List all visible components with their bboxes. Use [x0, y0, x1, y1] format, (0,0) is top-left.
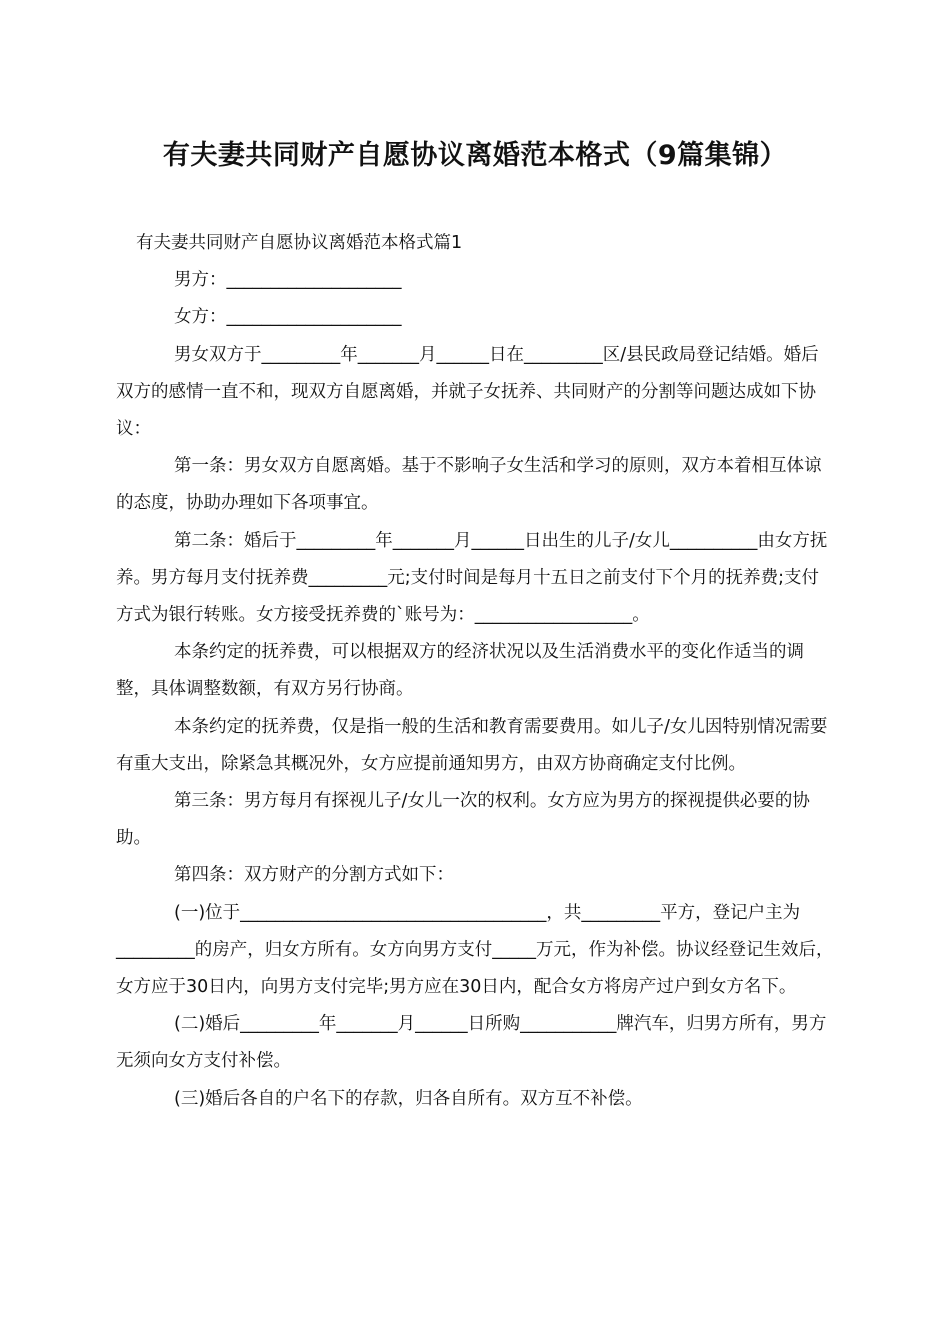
paragraph-article-1: 第一条：男女双方自愿离婚。基于不影响子女生活和学习的原则，双方本着相互体谅的态度，协助办理如下各项事宜。: [116, 456, 822, 514]
female-party-line: 女方：____________________: [174, 307, 402, 328]
paragraph-intro: 男女双方于_________年_______月______日在_________区/县民政局登记结婚。婚后双方的感情一直不和，现双方自愿离婚，并就子女抚养、共同财产的分割等问题达成如下协议：: [116, 344, 819, 440]
paragraph-article-3: 第三条：男方每月有探视儿子/女儿一次的权利。女方应为男方的探视提供必要的协助。: [116, 791, 810, 849]
section-heading: 有夫妻共同财产自愿协议离婚范本格式篇1: [136, 233, 463, 253]
paragraph-article-4-item-1: (一)位于___________________________________，共_________平方，登记户主为_________的房产，归女方所有。女方向男方支付_____万元，作为补偿。协议经登记生效后，女方应于30日内，向男方支付完毕;男方应在30日内，配合女方将房产过户到女方名下。: [116, 902, 834, 998]
document-title: 有夫妻共同财产自愿协议离婚范本格式（9篇集锦）: [162, 140, 788, 171]
document-body: [116, 225, 836, 1118]
paragraph-article-4-item-2: (二)婚后_________年_______月______日所购___________牌汽车，归男方所有，男方无须向女方支付补偿。: [116, 1014, 827, 1072]
male-party-line: 男方：____________________: [174, 270, 402, 291]
paragraph-article-2: 第二条：婚后于_________年_______月______日出生的儿子/女儿__________由女方抚养。男方每月支付抚养费_________元;支付时间是每月十五日之前支付下个月的抚养费;支付方式为银行转账。女方接受抚养费的`账号为：__________________。: [116, 530, 828, 626]
paragraph-article-4-item-3: (三)婚后各自的户名下的存款，归各自所有。双方互不补偿。: [174, 1088, 643, 1109]
paragraph-article-4: 第四条：双方财产的分割方式如下：: [174, 865, 454, 886]
paragraph-article-2-note-2: 本条约定的抚养费，仅是指一般的生活和教育需要费用。如儿子/女儿因特别情况需要有重大支出，除紧急其概况外，女方应提前通知男方，由双方协商确定支付比例。: [116, 716, 828, 774]
paragraph-article-2-note-1: 本条约定的抚养费，可以根据双方的经济状况以及生活消费水平的变化作适当的调整，具体调整数额，有双方另行协商。: [116, 642, 804, 700]
